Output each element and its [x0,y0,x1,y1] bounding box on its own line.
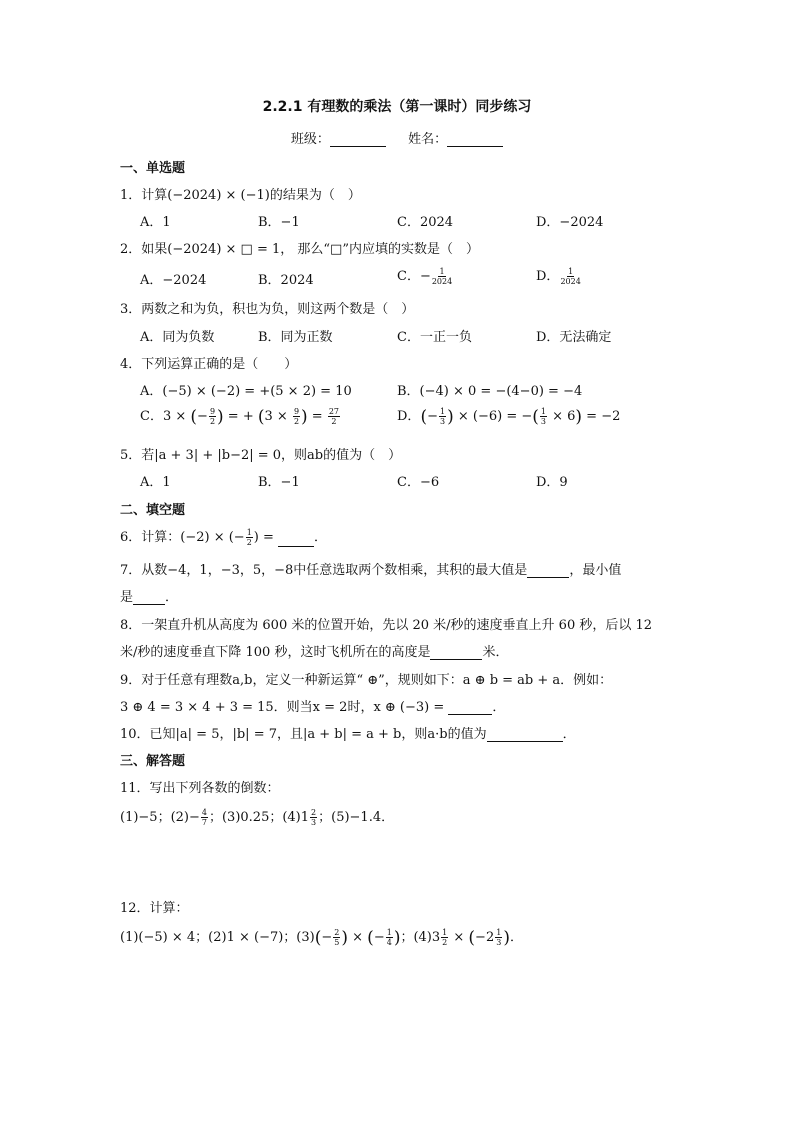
q5-option-a[interactable]: A．1 [140,475,171,490]
q1-option-c[interactable]: C．2024 [397,215,454,230]
question-12-stem: 12．计算： [120,901,189,916]
q12-fraction-1: $\frac{2}{5}$ [334,928,340,947]
question-3-stem: 3．两数之和为负，积也为负，则这两个数是（ ） [120,302,415,317]
q3-option-c[interactable]: C．一正一负 [397,330,472,345]
student-info-line [0,128,794,147]
q5-option-c[interactable]: C．−6 [397,475,440,490]
q1-option-d[interactable]: D．−2024 [536,215,604,230]
q2-option-c[interactable] [397,265,453,286]
section-single-choice: 一、单选题 [120,161,186,176]
section-fill-blank: 二、填空题 [120,503,186,518]
q8-answer-blank[interactable] [430,645,482,660]
q7-min-blank[interactable] [133,590,165,605]
q1-option-a[interactable]: A．1 [140,215,171,230]
q10-answer-blank[interactable] [487,727,563,742]
question-10: 10．已知|a| = 5，|b| = 7，且|a + b| = a + b，则a·b的值为 ． [120,727,576,742]
q6-fraction: $\frac{1}{2}$ [246,528,252,547]
q4-option-c[interactable]: C．3 × (− $\frac{9}{2}$ ) = + (3 × $\frac{9}{2}$ ) = $\frac{27}{2}$ [140,407,340,427]
q3-option-d[interactable]: D．无法确定 [536,330,612,345]
q1-option-b[interactable]: B．−1 [258,215,300,230]
q11-fraction-1: $\frac{4}{7}$ [201,808,207,827]
class-label: 班级： [290,132,330,147]
q4-option-d[interactable]: D．(− $\frac{1}{3}$ ) × (−6) = −( $\frac{1}{3}$ × 6) = −2 [397,407,621,427]
question-5-stem: 5．若|a + 3| + |b−2| = 0，则ab的值为（ ） [120,448,402,463]
name-blank[interactable] [447,132,503,147]
q4-option-a[interactable]: A．(−5) × (−2) = +(5 × 2) = 10 [140,384,352,399]
question-12-items: (1)(−5) × 4；(2)1 × (−7)；(3)(− $\frac{2}{5}$ ) × (− $\frac{1}{4}$ )；(4)3 $\frac{1}{2}$ × (−2 $\frac{1}{3}$ )． [120,928,523,948]
q2-option-d-prefix: D． [536,269,560,284]
q4-c-result-fraction: $\frac{27}{2}$ [328,407,340,426]
question-11-items: (1)−5；(2)− $\frac{4}{7}$ ；(3)0.25；(4)1 $\frac{2}{3}$ ；(5)−1.4． [120,808,395,827]
q2-option-d-fraction: $\frac{1}{2024}$ [560,267,581,286]
q6-answer-blank[interactable] [278,532,314,547]
name-label: 姓名： [408,132,448,147]
question-9-line-2: 3 ⊕ 4 = 3 × 4 + 3 = 15．则当x = 2时，x ⊕ (−3) = ． [120,700,506,715]
section-solve: 三、解答题 [120,754,186,769]
question-7-line-1: 7．从数−4，1，−3，5，−8中任意选取两个数相乘，其积的最大值是 ，最小值 [120,563,622,578]
q2-option-d[interactable] [536,265,582,286]
question-8-line-1: 8．一架直升机从高度为 600 米的位置开始，先以 20 米/秒的速度垂直上升 60 秒，后以 12 [120,618,653,633]
question-9-line-1: 9．对于任意有理数a,b，定义一种新运算“ ⊕”，规则如下：a ⊕ b = ab + a．例如： [120,673,613,688]
q11-fraction-2: $\frac{2}{3}$ [311,808,317,827]
question-6: 6．计算：(−2) × (− $\frac{1}{2}$ ) = ． [120,528,328,547]
page-title: 2.2.1 有理数的乘法（第一课时）同步练习 [262,99,532,115]
class-blank[interactable] [330,132,386,147]
q3-option-a[interactable]: A．同为负数 [140,330,215,345]
q4-d-fraction: $\frac{1}{3}$ [439,407,446,426]
q7-max-blank[interactable] [527,563,569,578]
question-1-stem: 1．计算(−2024) × (−1)的结果为（ ） [120,188,361,203]
q3-option-b[interactable]: B．同为正数 [258,330,333,345]
question-8-line-2: 米/秒的速度垂直下降 100 秒，这时飞机所在的高度是 米． [120,645,509,660]
q4-option-b[interactable]: B．(−4) × 0 = −(4−0) = −4 [397,384,583,399]
q2-option-c-fraction: $\frac{1}{2024}$ [431,267,453,286]
q5-option-d[interactable]: D．9 [536,475,568,490]
question-11-stem: 11．写出下列各数的倒数： [120,781,280,796]
question-2-stem: 2．如果(−2024) × □ = 1， 那么“□”内应填的实数是（ ） [120,242,479,257]
q12-fraction-4: $\frac{1}{3}$ [496,928,502,947]
q2-option-c-prefix: C．− [397,269,431,284]
q12-fraction-2: $\frac{1}{4}$ [386,928,392,947]
question-7-line-2: 是 ． [120,590,179,605]
question-4-stem: 4．下列运算正确的是（ ） [120,357,298,372]
q12-fraction-3: $\frac{1}{2}$ [442,928,448,947]
q2-option-a[interactable]: A．−2024 [140,273,207,288]
q2-option-b[interactable]: B．2024 [258,273,314,288]
q4-c-fraction: $\frac{9}{2}$ [209,407,216,426]
q9-answer-blank[interactable] [448,700,492,715]
q5-option-b[interactable]: B．−1 [258,475,300,490]
